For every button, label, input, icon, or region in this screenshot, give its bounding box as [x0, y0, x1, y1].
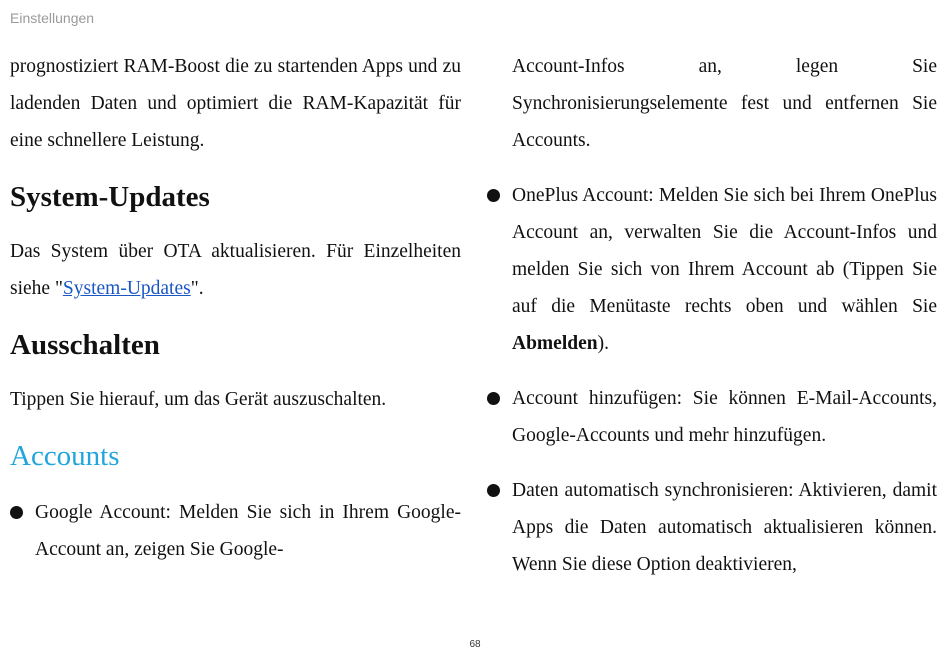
google-account-item [10, 494, 461, 568]
oneplus-account-text-end: ). [597, 333, 609, 354]
auto-sync-item [487, 472, 937, 583]
oneplus-account-item [487, 177, 937, 362]
page-header: Einstellungen [10, 10, 95, 26]
google-account-continued [487, 48, 937, 159]
bullet-dot-icon [487, 189, 500, 202]
system-updates-text: Das System über OTA aktualisieren. Für Einzelheiten siehe " [10, 241, 461, 299]
shutdown-paragraph: Tippen Sie hierauf, um das Gerät auszuschalten. [10, 389, 387, 410]
logout-label: Abmelden [512, 333, 598, 354]
oneplus-account-text: OnePlus Account: Melden Sie sich bei Ihrem OnePlus Account an, verwalten Sie die Account-Infos und melden Sie sich von Ihrem Account ab (Tippen Sie auf die Menütaste rechts oben und wählen Sie [512, 185, 937, 317]
accounts-heading: Accounts [10, 440, 120, 472]
system-updates-text-end: ". [190, 278, 204, 299]
google-account-text: Google Account: Melden Sie sich in Ihrem Google-Account an, zeigen Sie Google- [35, 502, 461, 560]
system-updates-link[interactable]: System-Updates [62, 278, 191, 299]
add-account-text: Account hinzufügen: Sie können E-Mail-Accounts, Google-Accounts und mehr hinzufügen. [512, 388, 937, 446]
right-column [487, 48, 937, 583]
bullet-dot-icon [10, 506, 23, 519]
auto-sync-text: Daten automatisch synchronisieren: Aktivieren, damit Apps die Daten automatisch aktualisieren können. Wenn Sie diese Option deaktivieren, [512, 480, 937, 575]
bullet-dot-icon [487, 392, 500, 405]
system-updates-paragraph [10, 233, 461, 307]
add-account-item [487, 380, 937, 454]
page-number: 68 [469, 639, 481, 649]
bullet-dot-icon [487, 484, 500, 497]
shutdown-heading: Ausschalten [10, 329, 160, 361]
left-column [10, 48, 461, 568]
system-updates-heading: System-Updates [10, 181, 210, 213]
google-account-continued-text: Account-Infos an, legen Sie Synchronisierungselemente fest und entfernen Sie Accounts. [512, 56, 937, 151]
ram-boost-paragraph: prognostiziert RAM-Boost die zu startenden Apps und zu ladenden Daten und optimiert die RAM-Kapazität für eine schnellere Leistung. [10, 56, 461, 151]
